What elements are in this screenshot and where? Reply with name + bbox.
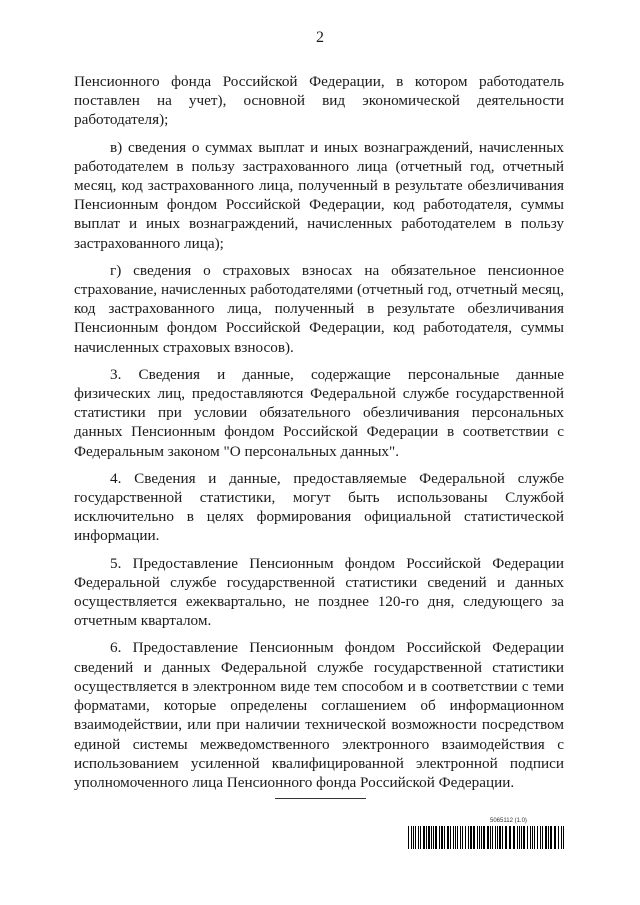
paragraph-item-v: в) сведения о суммах выплат и иных вознаграждений, начисленных работодателем в пользу застрахованного лица (отчетный год, отчетный месяц, код застрахованного лица, полученный в результате обезличивания Пенсионным фондом Российской Федерации, код работодателя, суммы выплат и иных вознаграждений, начисленных работодателем в пользу застрахованного лица); xyxy=(74,138,564,252)
paragraph-5: 5. Предоставление Пенсионным фондом Российской Федерации Федеральной службе государственной статистики сведений и данных осуществляется ежеквартально, не позднее 120-го дня, следующего за отчетным кварталом. xyxy=(74,554,564,630)
paragraph-6: 6. Предоставление Пенсионным фондом Российской Федерации сведений и данных Федеральной службе государственной статистики осуществляется в электронном виде тем способом и в соответствии с теми форматами, которые определены соглашением об информационном взаимодействии, или при наличии технической возможности посредством единой системы межведомственного электронного взаимодействия с использованием усиленной квалифицированной электронной подписи уполномоченного лица Пенсионного фонда Российской Федерации. xyxy=(74,639,564,791)
end-rule xyxy=(275,798,366,799)
paragraph-4: 4. Сведения и данные, предоставляемые Федеральной службе государственной статистики, могут быть использованы Службой исключительно в целях формирования официальной статистической информации. xyxy=(74,469,564,545)
paragraph-item-g: г) сведения о страховых взносах на обязательное пенсионное страхование, начисленных работодателями (отчетный год, отчетный месяц, код застрахованного лица, полученный в результате обезличивания Пенсионным фондом Российской Федерации, код работодателя, суммы начисленных страховых взносов). xyxy=(74,261,564,356)
document-body xyxy=(74,72,564,792)
barcode-number: 5065112 (1.0) xyxy=(490,818,527,824)
barcode xyxy=(408,826,564,849)
paragraph-continuation: Пенсионного фонда Российской Федерации, в котором работодатель поставлен на учет), основной вид экономической деятельности работодателя); xyxy=(74,73,564,129)
paragraph-3: 3. Сведения и данные, содержащие персональные данные физических лиц, предоставляются Федеральной службе государственной статистики при условии обязательного обезличивания персональных данных Пенсионным фондом Российской Федерации в соответствии с Федеральным законом "О персональных данных". xyxy=(74,365,564,460)
page-number: 2 xyxy=(316,29,324,46)
